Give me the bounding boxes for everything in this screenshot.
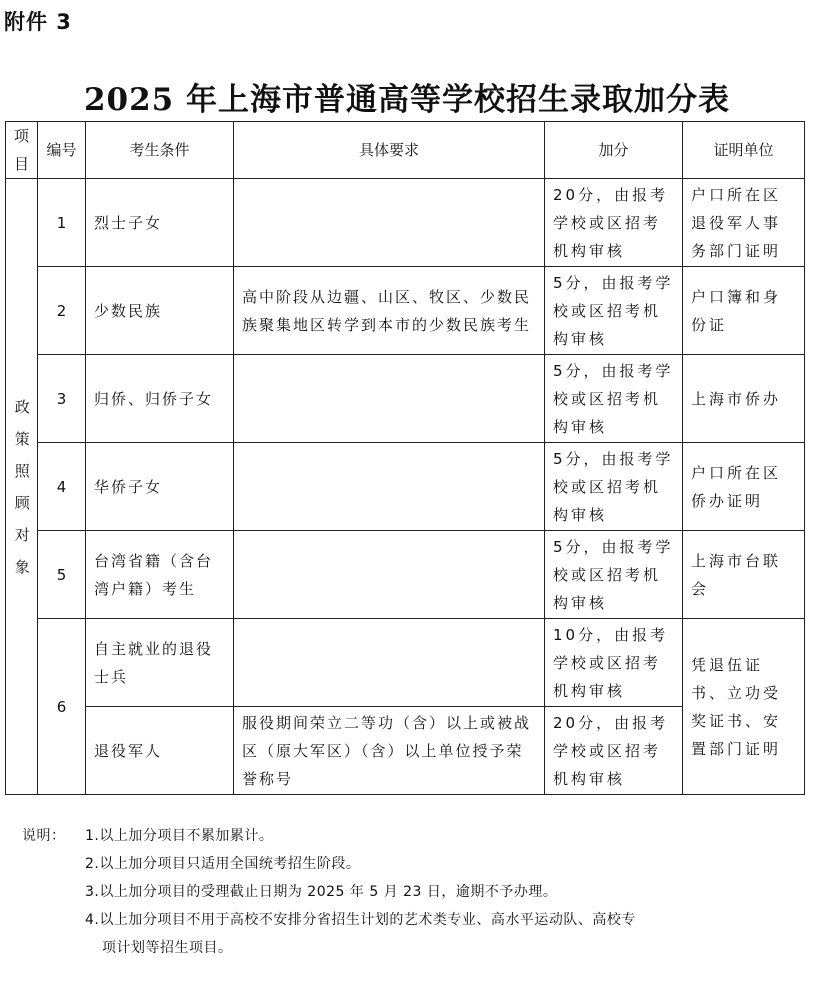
row-requirement: 高中阶段从边疆、山区、牧区、少数民族聚集地区转学到本市的少数民族考生	[234, 267, 545, 355]
table-row	[6, 179, 805, 267]
table-row	[6, 443, 805, 531]
header-condition: 考生条件	[86, 122, 234, 179]
note-item-2: 2.以上加分项目只适用全国统考招生阶段。	[85, 856, 361, 872]
row-bonus: 10分，由报考学校或区招考机构审核	[545, 619, 683, 707]
table-header-row	[6, 122, 805, 179]
row-unit: 上海市台联会	[683, 531, 805, 619]
table-row	[6, 267, 805, 355]
header-bonus: 加分	[545, 122, 683, 179]
category-cell	[6, 179, 38, 795]
row-unit: 凭退伍证书、立功受奖证书、安置部门证明	[683, 619, 805, 795]
header-requirement: 具体要求	[234, 122, 545, 179]
row-num: 4	[38, 443, 86, 531]
row-requirement	[234, 531, 545, 619]
note-item-4-cont: 项计划等招生项目。	[102, 940, 233, 956]
row-unit: 户口所在区侨办证明	[683, 443, 805, 531]
row-num: 1	[38, 179, 86, 267]
header-item: 项目	[6, 122, 38, 179]
row-bonus: 5分，由报考学校或区招考机构审核	[545, 355, 683, 443]
header-unit: 证明单位	[683, 122, 805, 179]
note-line	[22, 850, 802, 878]
row-num: 3	[38, 355, 86, 443]
row-requirement	[234, 443, 545, 531]
row-bonus: 5分，由报考学校或区招考机构审核	[545, 267, 683, 355]
row-bonus: 5分，由报考学校或区招考机构审核	[545, 531, 683, 619]
document-title: 2025 年上海市普通高等学校招生录取加分表	[83, 82, 731, 118]
note-item-3: 3.以上加分项目的受理截止日期为 2025 年 5 月 23 日，逾期不予办理。	[85, 884, 558, 900]
row-requirement: 服役期间荣立二等功（含）以上或被战区（原大军区）（含）以上单位授予荣誉称号	[234, 707, 545, 795]
row-num: 6	[38, 619, 86, 795]
row-condition: 少数民族	[86, 267, 234, 355]
category-label: 政 策 照 顾 对 象	[14, 397, 30, 576]
row-condition: 自主就业的退役士兵	[86, 619, 234, 707]
note-line-continued	[22, 934, 802, 962]
header-num: 编号	[38, 122, 86, 179]
table-row	[6, 619, 805, 707]
note-line	[22, 878, 802, 906]
row-condition: 烈士子女	[86, 179, 234, 267]
note-line	[22, 906, 802, 934]
row-condition: 归侨、归侨子女	[86, 355, 234, 443]
notes-lead: 说明：	[22, 828, 66, 844]
row-unit: 户口所在区退役军人事务部门证明	[683, 179, 805, 267]
row-requirement	[234, 179, 545, 267]
row-unit: 户口簿和身份证	[683, 267, 805, 355]
row-requirement	[234, 619, 545, 707]
table-row	[6, 355, 805, 443]
row-num: 2	[38, 267, 86, 355]
attachment-label: 附件 3	[4, 10, 72, 34]
row-bonus: 20分，由报考学校或区招考机构审核	[545, 179, 683, 267]
row-condition: 台湾省籍（含台湾户籍）考生	[86, 531, 234, 619]
row-bonus: 20分，由报考学校或区招考机构审核	[545, 707, 683, 795]
bonus-points-table	[5, 121, 805, 795]
table-row	[6, 531, 805, 619]
notes-section	[22, 822, 802, 962]
row-num: 5	[38, 531, 86, 619]
row-condition: 退役军人	[86, 707, 234, 795]
row-requirement	[234, 355, 545, 443]
row-condition: 华侨子女	[86, 443, 234, 531]
row-bonus: 5分，由报考学校或区招考机构审核	[545, 443, 683, 531]
note-item-4: 4.以上加分项目不用于高校不安排分省招生计划的艺术类专业、高水平运动队、高校专	[85, 912, 636, 928]
row-unit: 上海市侨办	[683, 355, 805, 443]
note-item-1: 1.以上加分项目不累加累计。	[85, 828, 274, 844]
note-line	[22, 822, 802, 850]
